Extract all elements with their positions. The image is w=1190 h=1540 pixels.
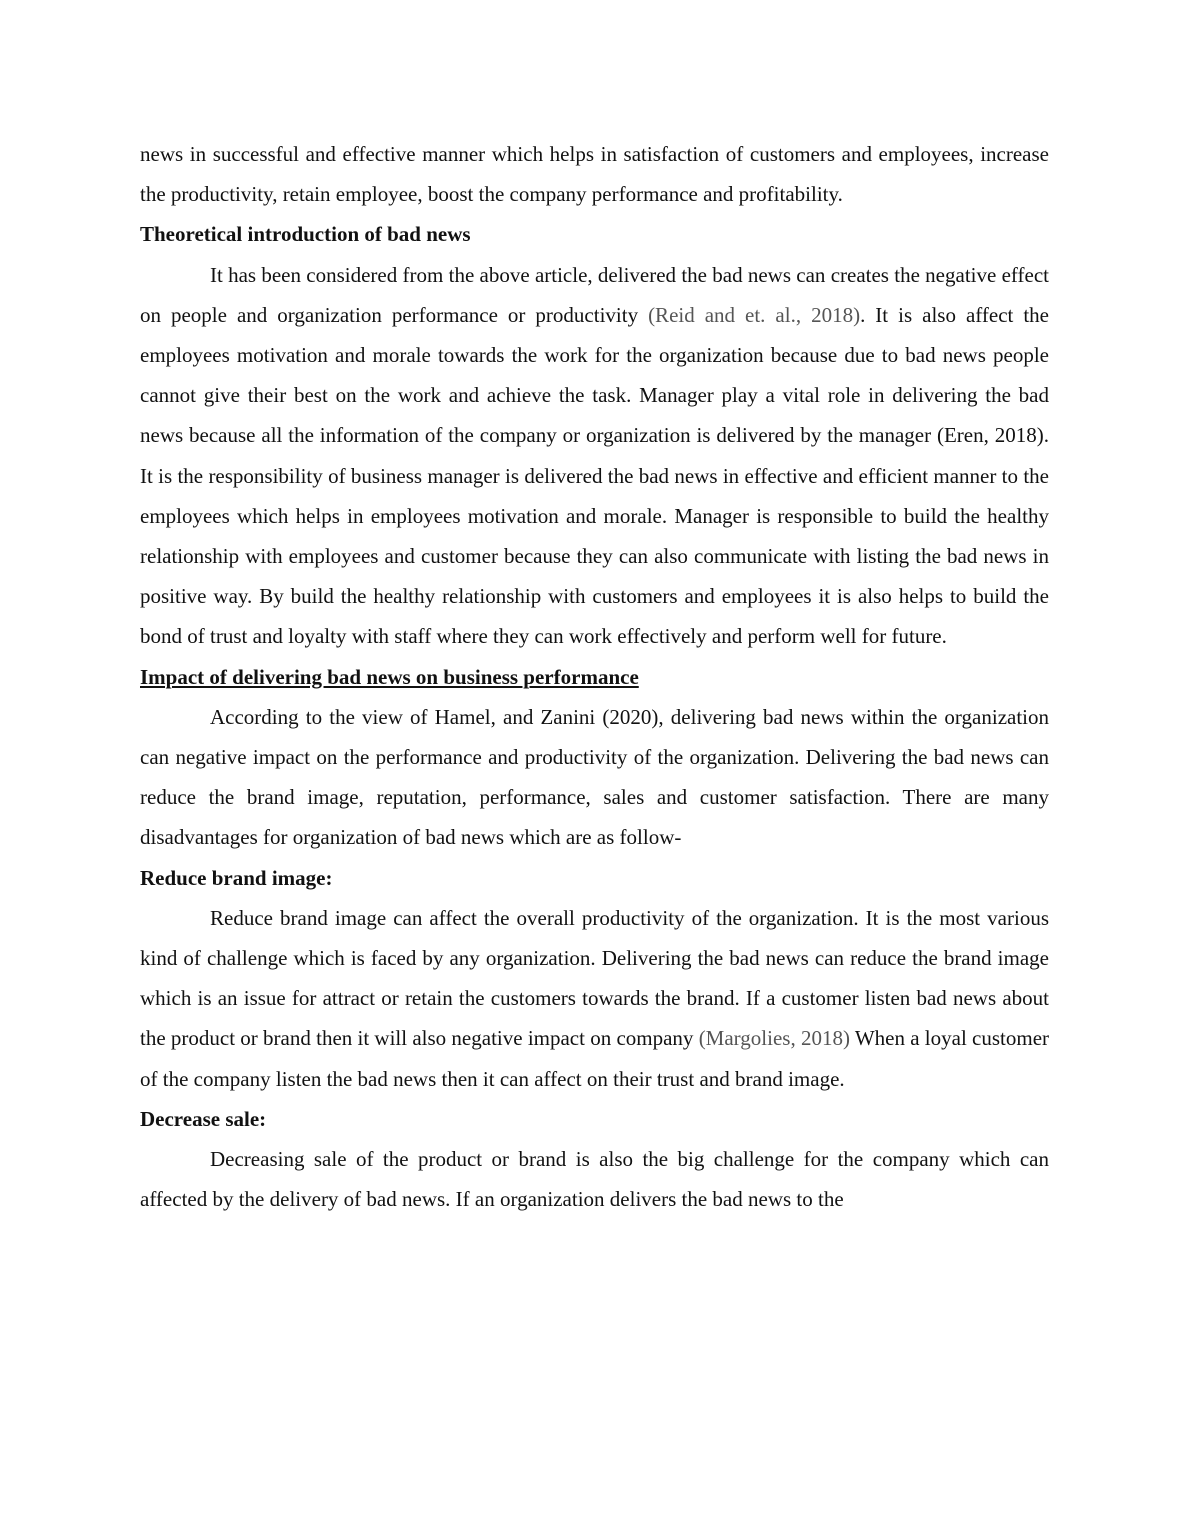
paragraph-text: When a loyal customer of the company listen the bad news then it can affect on their trust and brand image. — [140, 1026, 1050, 1091]
section-heading-impact: Impact of delivering bad news on business performance — [140, 664, 639, 689]
decrease-sale-paragraph: Decreasing sale of the product or brand is also the big challenge for the company which can affected by the delivery of bad news. If an organization delivers the bad news to the — [140, 1147, 1049, 1212]
impact-paragraph: According to the view of Hamel, and Zanini (2020), delivering bad news within the organization can negative impact on the performance and productivity of the organization. Delivering the bad news can reduce the brand image, reputation, performance, sales and customer satisfaction. There are many disadvantages for organization of bad news which are as follow- — [140, 704, 1049, 850]
reduce-brand-image-paragraph — [140, 898, 1049, 1099]
section-heading-decrease-sale: Decrease sale: — [140, 1106, 267, 1131]
section-heading-theoretical-introduction: Theoretical introduction of bad news — [140, 222, 471, 247]
citation-margolies: (Margolies, 2018) — [698, 1026, 850, 1051]
intro-continuation-paragraph: news in successful and effective manner which helps in satisfaction of customers and employees, increase the productivity, retain employee, boost the company performance and profitability. — [140, 142, 1049, 207]
paragraph-text: Reduce brand image can affect the overall productivity of the organization. It is the most various kind of challenge which is faced by any organization. Delivering the bad news can reduce the brand image which is an issue for attract or retain the customers towards the brand. If a customer listen bad news about the product or brand then it will also negative impact on company — [140, 905, 1049, 1051]
citation-reid: (Reid and et. al., 2018) — [648, 302, 861, 327]
section-heading-reduce-brand-image: Reduce brand image: — [140, 865, 333, 890]
paragraph-text: . It is also affect the employees motivation and morale towards the work for the organization because due to bad news people cannot give their best on the work and achieve the task. Manager play a vital role in delivering the bad news because all the information of the company or organization is delivered by the manager (Eren, 2018). It is the responsibility of business manager is delivered the bad news in effective and efficient manner to the employees which helps in employees motivation and morale. Manager is responsible to build the healthy relationship with employees and customer because they can also communicate with listing the bad news in positive way. By build the healthy relationship with customers and employees it is also helps to build the bond of trust and loyalty with staff where they can work effectively and perform well for future. — [140, 302, 1049, 649]
document-page — [140, 134, 1049, 1219]
paragraph-text: It has been considered from the above article, delivered the bad news can creates the negative effect on people and organization performance or productivity — [140, 262, 1049, 327]
theoretical-introduction-paragraph — [140, 255, 1049, 657]
